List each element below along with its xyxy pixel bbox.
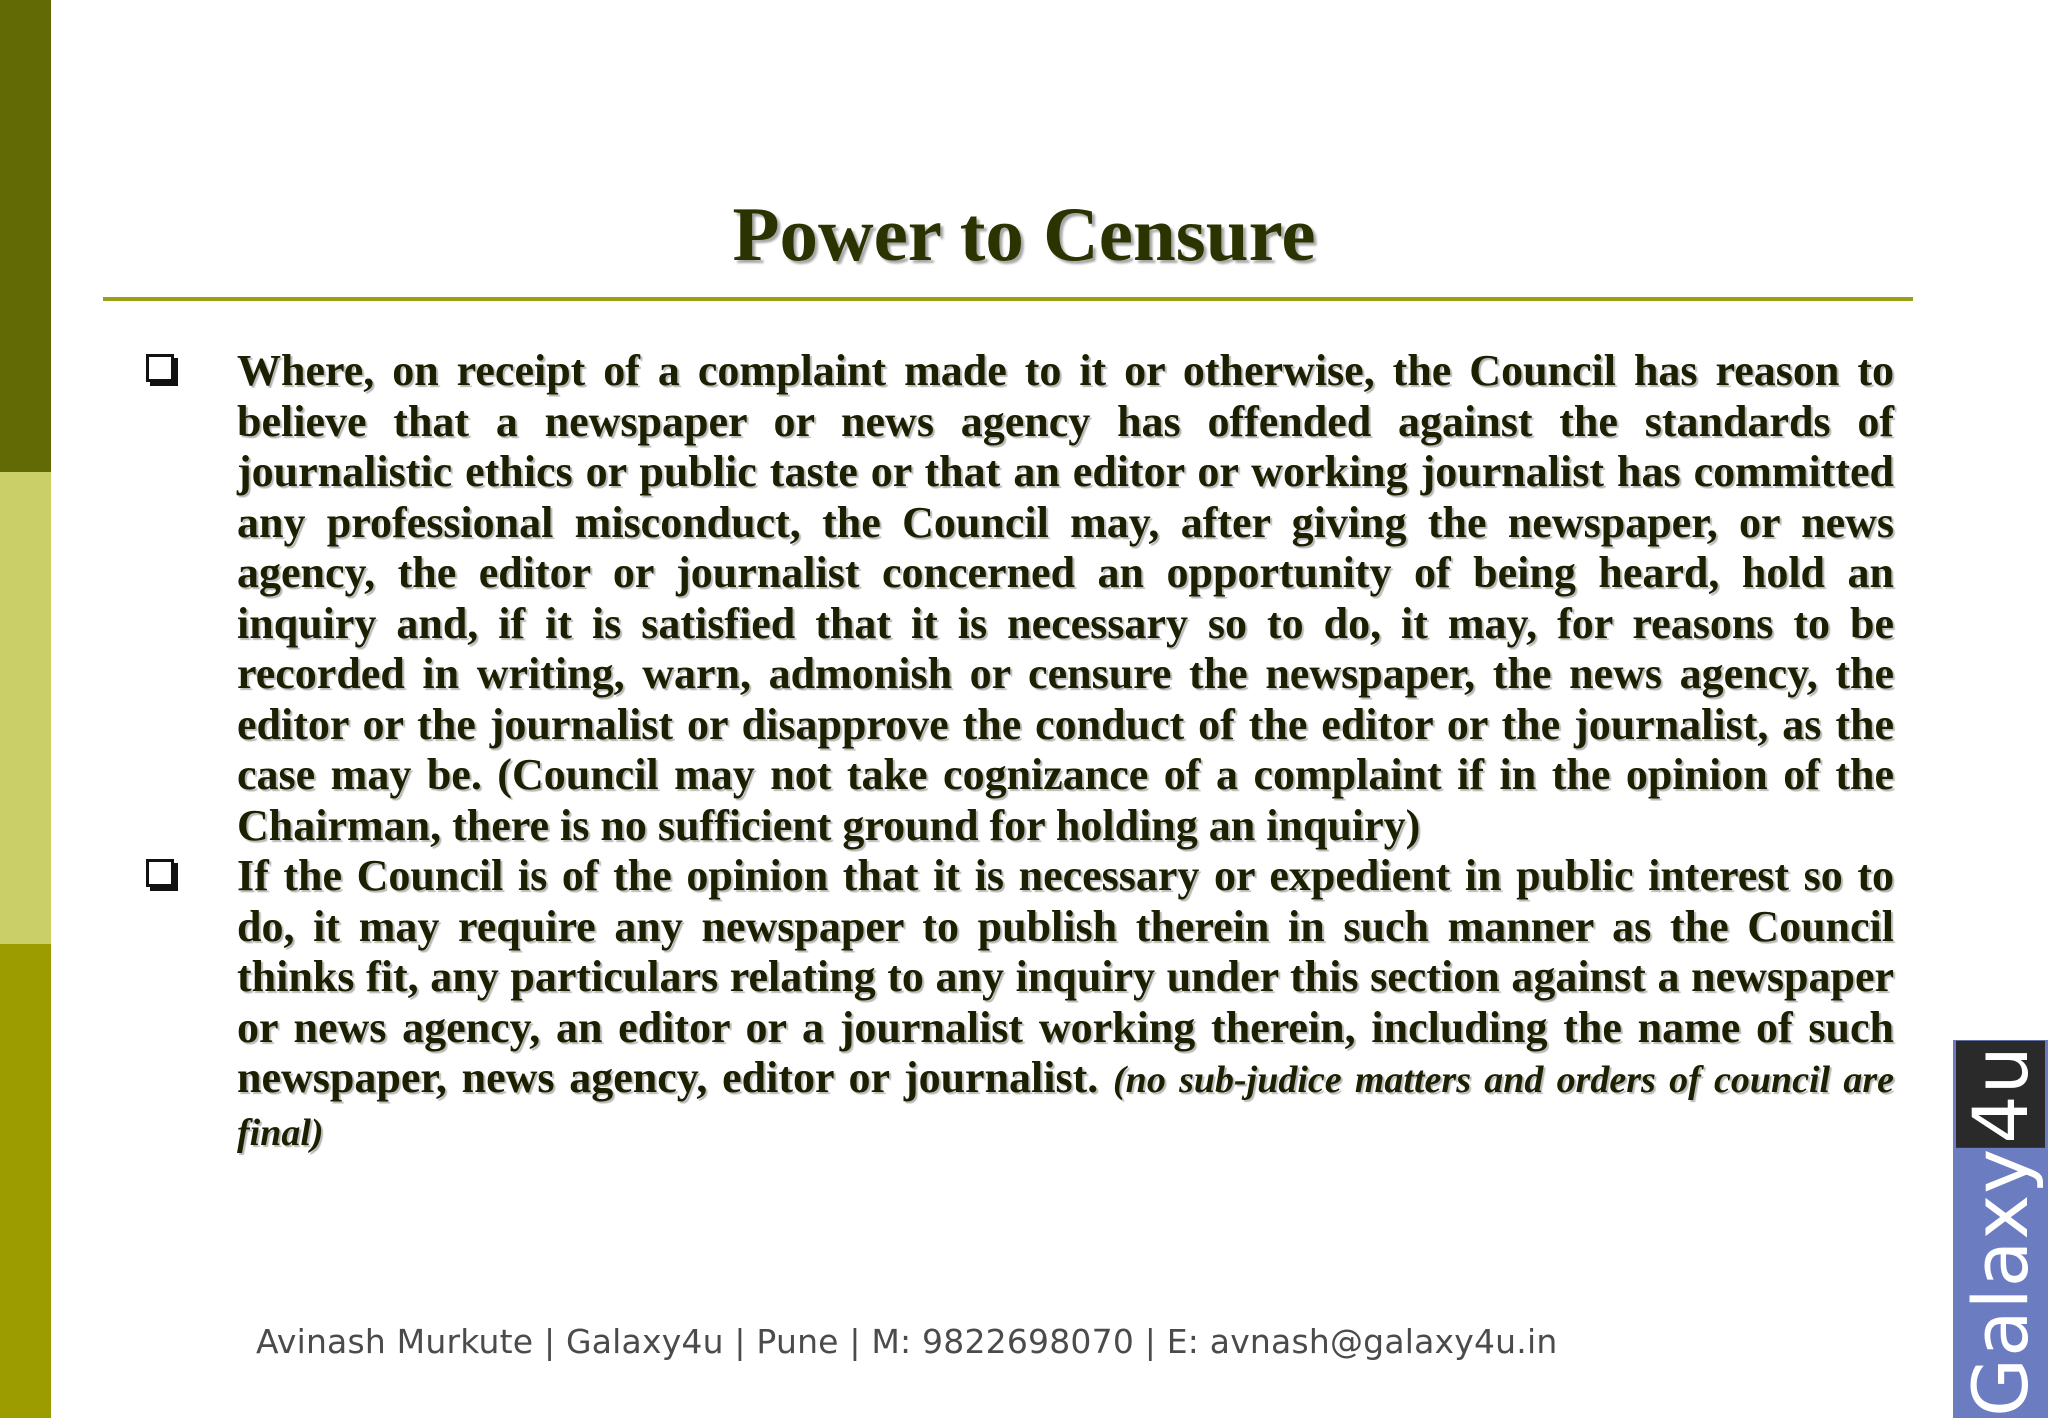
logo-text-accent: 4u [1956,1041,2045,1148]
checkbox-bullet-icon [146,859,174,887]
bullet-item-censure [138,346,1894,851]
galaxy4u-logo [1953,1040,2048,1418]
bullet-text-container [237,851,1894,1158]
side-bar-bottom [0,944,51,1418]
slide-footer: Avinash Murkute | Galaxy4u | Pune | M: 9822698070 | E: avnash@galaxy4u.in [256,1322,1558,1361]
slide-title: Power to Censure [732,191,1316,277]
title-divider [103,297,1913,301]
bullet-text: If the Council is of the opinion that it is necessary or expedient in public interest so to do, it may require any newspaper to publish therein in such manner as the Council thinks fit, any particulars relating to any inquiry under this section against a newspaper or news agency, an editor or a journalist working therein, including the name of such newspaper, news agency, editor or journalist. [237,851,1894,1102]
logo-text [1955,1041,2045,1417]
logo-text-main: Galaxy [1955,1147,2045,1417]
bullet-note: (no sub-judice matters and orders of council are final) [237,1059,1894,1154]
bullet-text: Where, on receipt of a complaint made to it or otherwise, the Council has reason to believe that a newspaper or news agency has offended against the standards of journalistic ethics or public taste or that an editor or working journalist has committed any professional misconduct, the Council may, after giving the newspaper, or news agency, the editor or journalist concerned an opportunity of being heard, hold an inquiry and, if it is satisfied that it is necessary so to do, it may, for reasons to be recorded in writing, warn, admonish or censure the newspaper, the news agency, the editor or the journalist or disapprove the conduct of the editor or the journalist, as the case may be. (Council may not take cognizance of a complaint if in the opinion of the Chairman, there is no sufficient ground for holding an inquiry) [237,346,1894,850]
bullet-item-publish [138,851,1894,1158]
checkbox-bullet-icon [146,354,174,382]
slide-content [138,346,1894,1158]
side-bar-middle [0,472,51,944]
